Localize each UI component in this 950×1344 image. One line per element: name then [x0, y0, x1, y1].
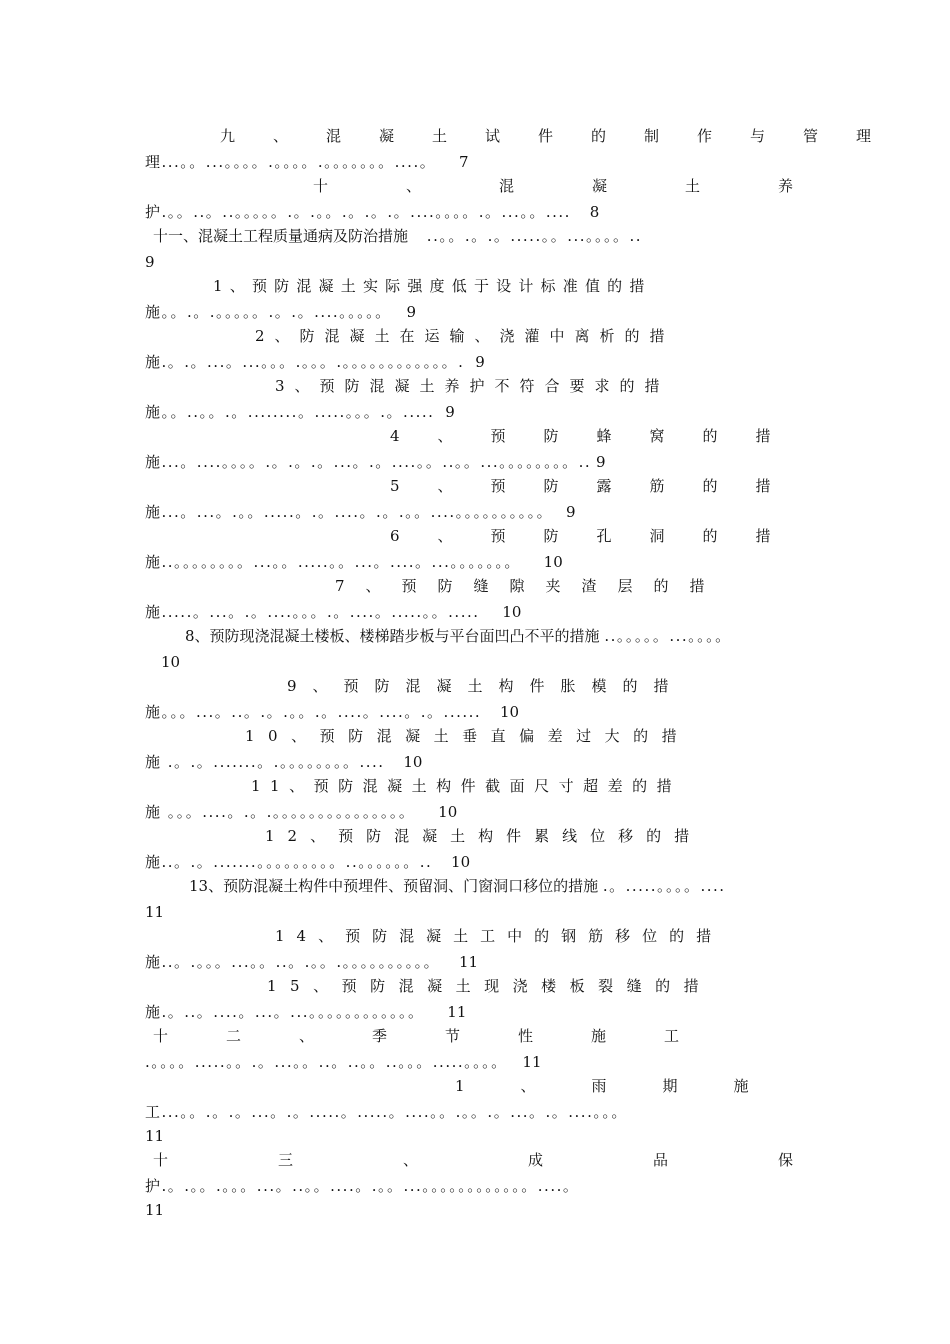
toc-title-line: [145, 574, 805, 598]
toc-leader-line: [145, 500, 805, 524]
toc-page-number: 10: [502, 603, 522, 621]
toc-title: 九、混凝土试件的制作与管理: [220, 127, 910, 145]
toc-leader-line: [145, 950, 805, 974]
toc-leader: 施 。。。....。.。.。。。。。。。。。。。。。。。: [145, 803, 416, 821]
toc-page-number: 11: [458, 953, 479, 971]
toc-title-line: [145, 274, 805, 298]
toc-leader: 施.....。...。.。....。。。.。....。.....。。.....: [145, 603, 480, 621]
toc-title-line: [145, 724, 805, 748]
toc-page-number: 9: [565, 503, 576, 521]
toc-title: 十二、季节性施工: [153, 1027, 738, 1045]
toc-page-number: 11: [145, 1201, 165, 1219]
toc-page-number: 9: [406, 303, 416, 321]
toc-page-number: 10: [543, 553, 563, 571]
toc-leader-line: [145, 700, 805, 724]
toc-leader-line: [145, 300, 805, 324]
toc-page-number: 8: [589, 203, 600, 221]
toc-leader: 施...。....。。。。.。.。.。...。.。....。。..。。...。。。。。。。。..: [145, 453, 592, 471]
toc-page-line: [145, 900, 805, 924]
toc-entry-line: [145, 624, 815, 648]
toc-page-number: 7: [459, 153, 469, 171]
toc-title: 5、预防露筋的措: [390, 477, 809, 495]
toc-leader-line: [145, 750, 805, 774]
toc-title: 13、预防混凝土构件中预埋件、预留洞、门窗洞口移位的措施: [189, 877, 599, 895]
toc-leader: 理...。。...。。。。.。。。。.。。。。。。。....。: [145, 153, 437, 171]
toc-page-number: 11: [522, 1053, 542, 1071]
toc-leader: 护.。.。。.。。。...。..。。....。.。。...。。。。。。。。。。。。....。: [145, 1177, 580, 1195]
toc-title-line: [145, 774, 805, 798]
toc-title-line: [145, 924, 805, 948]
toc-title: 4、预防蜂窝的措: [390, 427, 809, 445]
toc-title-line: [145, 324, 805, 348]
toc-leader-line: [145, 350, 805, 374]
toc-title: 11、预防混凝土构件截面尺寸超差的措: [251, 777, 682, 795]
toc-title-line: [145, 374, 805, 398]
toc-leader: 施..。.。.......。。。。。。。。。..。。。。。。..: [145, 853, 433, 871]
toc-title-line: [145, 1024, 805, 1048]
toc-page-line: [145, 650, 805, 674]
toc-title: 15、预防混凝土现浇楼板裂缝的措: [267, 977, 713, 995]
toc-leader-line: [145, 400, 805, 424]
toc-page-number: 11: [145, 903, 165, 921]
toc-title: 3、预防混凝土养护不符合要求的措: [275, 377, 670, 395]
toc-page-number: 9: [596, 453, 606, 471]
toc-leader: ..。。.。.。.....。。...。。。。..: [426, 227, 643, 245]
toc-leader: 施...。...。.。。.....。.。....。.。.。。....。。。。。。。。。。: [145, 503, 554, 521]
toc-page-line: [145, 1124, 805, 1148]
toc-leader: 施。。。...。..。.。.。。.。....。....。.。......: [145, 703, 482, 721]
toc-leader-line: [145, 1050, 805, 1074]
toc-leader-line: [145, 150, 805, 174]
toc-page-number: 9: [445, 403, 455, 421]
toc-page-number: 9: [475, 353, 485, 371]
toc-leader-line: [145, 850, 805, 874]
toc-leader: .。。。。.....。。.。...。。..。..。。..。。。.....。。。。: [145, 1053, 508, 1071]
toc-page-number: 10: [451, 853, 471, 871]
toc-page-number: 10: [499, 703, 520, 721]
toc-leader: 施。。.。.。。。。。.。.。....。。。。。: [145, 303, 392, 321]
toc-entry-line: [145, 224, 805, 248]
toc-leader-line: [145, 800, 805, 824]
toc-title: 12、预防混凝土构件累线位移的措: [265, 827, 703, 845]
toc-page-number: 9: [145, 253, 155, 271]
toc-leader: 施。。..。。.。........。.....。。。.。.....: [145, 403, 435, 421]
toc-title-line: [145, 824, 805, 848]
toc-title: 9、预防混凝土构件胀模的措: [287, 677, 685, 695]
toc-leader: 施.。.。...。...。。。.。。。.。。。。。。。。。。。。.: [145, 353, 465, 371]
toc-title-line: [145, 124, 910, 148]
toc-leader: ..。。。。。...。。。。: [604, 627, 732, 645]
toc-title: 14、预防混凝土工中的钢筋移位的措: [275, 927, 724, 945]
toc-title: 7、预防缝隙夹渣层的措: [335, 577, 726, 595]
toc-title: 10、预防混凝土垂直偏差过大的措: [245, 727, 691, 745]
toc-leader: .。.....。。。。....: [602, 877, 726, 895]
toc-title: 6、预防孔洞的措: [390, 527, 809, 545]
toc-title-line: [145, 424, 809, 448]
toc-leader-line: [145, 1100, 805, 1124]
toc-title-line: [145, 1074, 805, 1098]
toc-title-line: [145, 974, 805, 998]
toc-leader: 工...。。.。.。...。.。.....。.....。....。。.。。.。...。.。....。。。: [145, 1103, 628, 1121]
toc-page-number: 11: [447, 1003, 467, 1021]
toc-title: 1、预防混凝土实际强度低于设计标准值的措: [213, 277, 652, 295]
toc-leader-line: [145, 600, 805, 624]
toc-entry-line: [145, 874, 805, 898]
toc-page-number: 10: [403, 753, 423, 771]
toc-title: 十三、成品保: [153, 1151, 904, 1169]
toc-page-number: 10: [438, 803, 458, 821]
toc-title: 1、雨期施: [455, 1077, 805, 1095]
toc-page-number: 11: [145, 1127, 165, 1145]
toc-leader-line: [145, 1000, 805, 1024]
toc-title: 2、防混凝土在运输、浇灌中离析的措: [255, 327, 675, 345]
toc-leader: 护.。。..。..。。。。。.。.。。.。.。.。....。。。。.。...。。....: [145, 203, 571, 221]
toc-title-line: [145, 474, 809, 498]
toc-leader-line: [145, 1174, 805, 1198]
toc-leader: 施..。。。。。。。。...。。.....。。...。....。...。。。。。。。: [145, 553, 521, 571]
toc-leader-line: [145, 200, 805, 224]
toc-title-line: [145, 174, 872, 198]
toc-leader-line: [145, 450, 805, 474]
toc-leader: 施 .。.。.......。.。。。。。。。。....: [145, 753, 385, 771]
toc-title-line: [145, 674, 805, 698]
toc-page-line: [145, 1198, 805, 1222]
toc-title: 十一、混凝土工程质量通病及防治措施: [153, 227, 409, 245]
toc-page-number: 10: [161, 653, 181, 671]
toc-leader: 施..。.。。。...。。..。.。。.。。。。。。。。。。: [145, 953, 441, 971]
toc-page-line: [145, 250, 805, 274]
toc-leader-line: [145, 550, 805, 574]
toc-title-line: [145, 524, 809, 548]
toc-title-line: [145, 1148, 904, 1172]
toc-title: 十、混凝土养: [313, 177, 872, 195]
toc-leader: 施.。..。....。...。...。。。。。。。。。。。。: [145, 1003, 425, 1021]
toc-title: 8、预防现浇混凝土楼板、楼梯踏步板与平台面凹凸不平的措施: [185, 627, 600, 645]
